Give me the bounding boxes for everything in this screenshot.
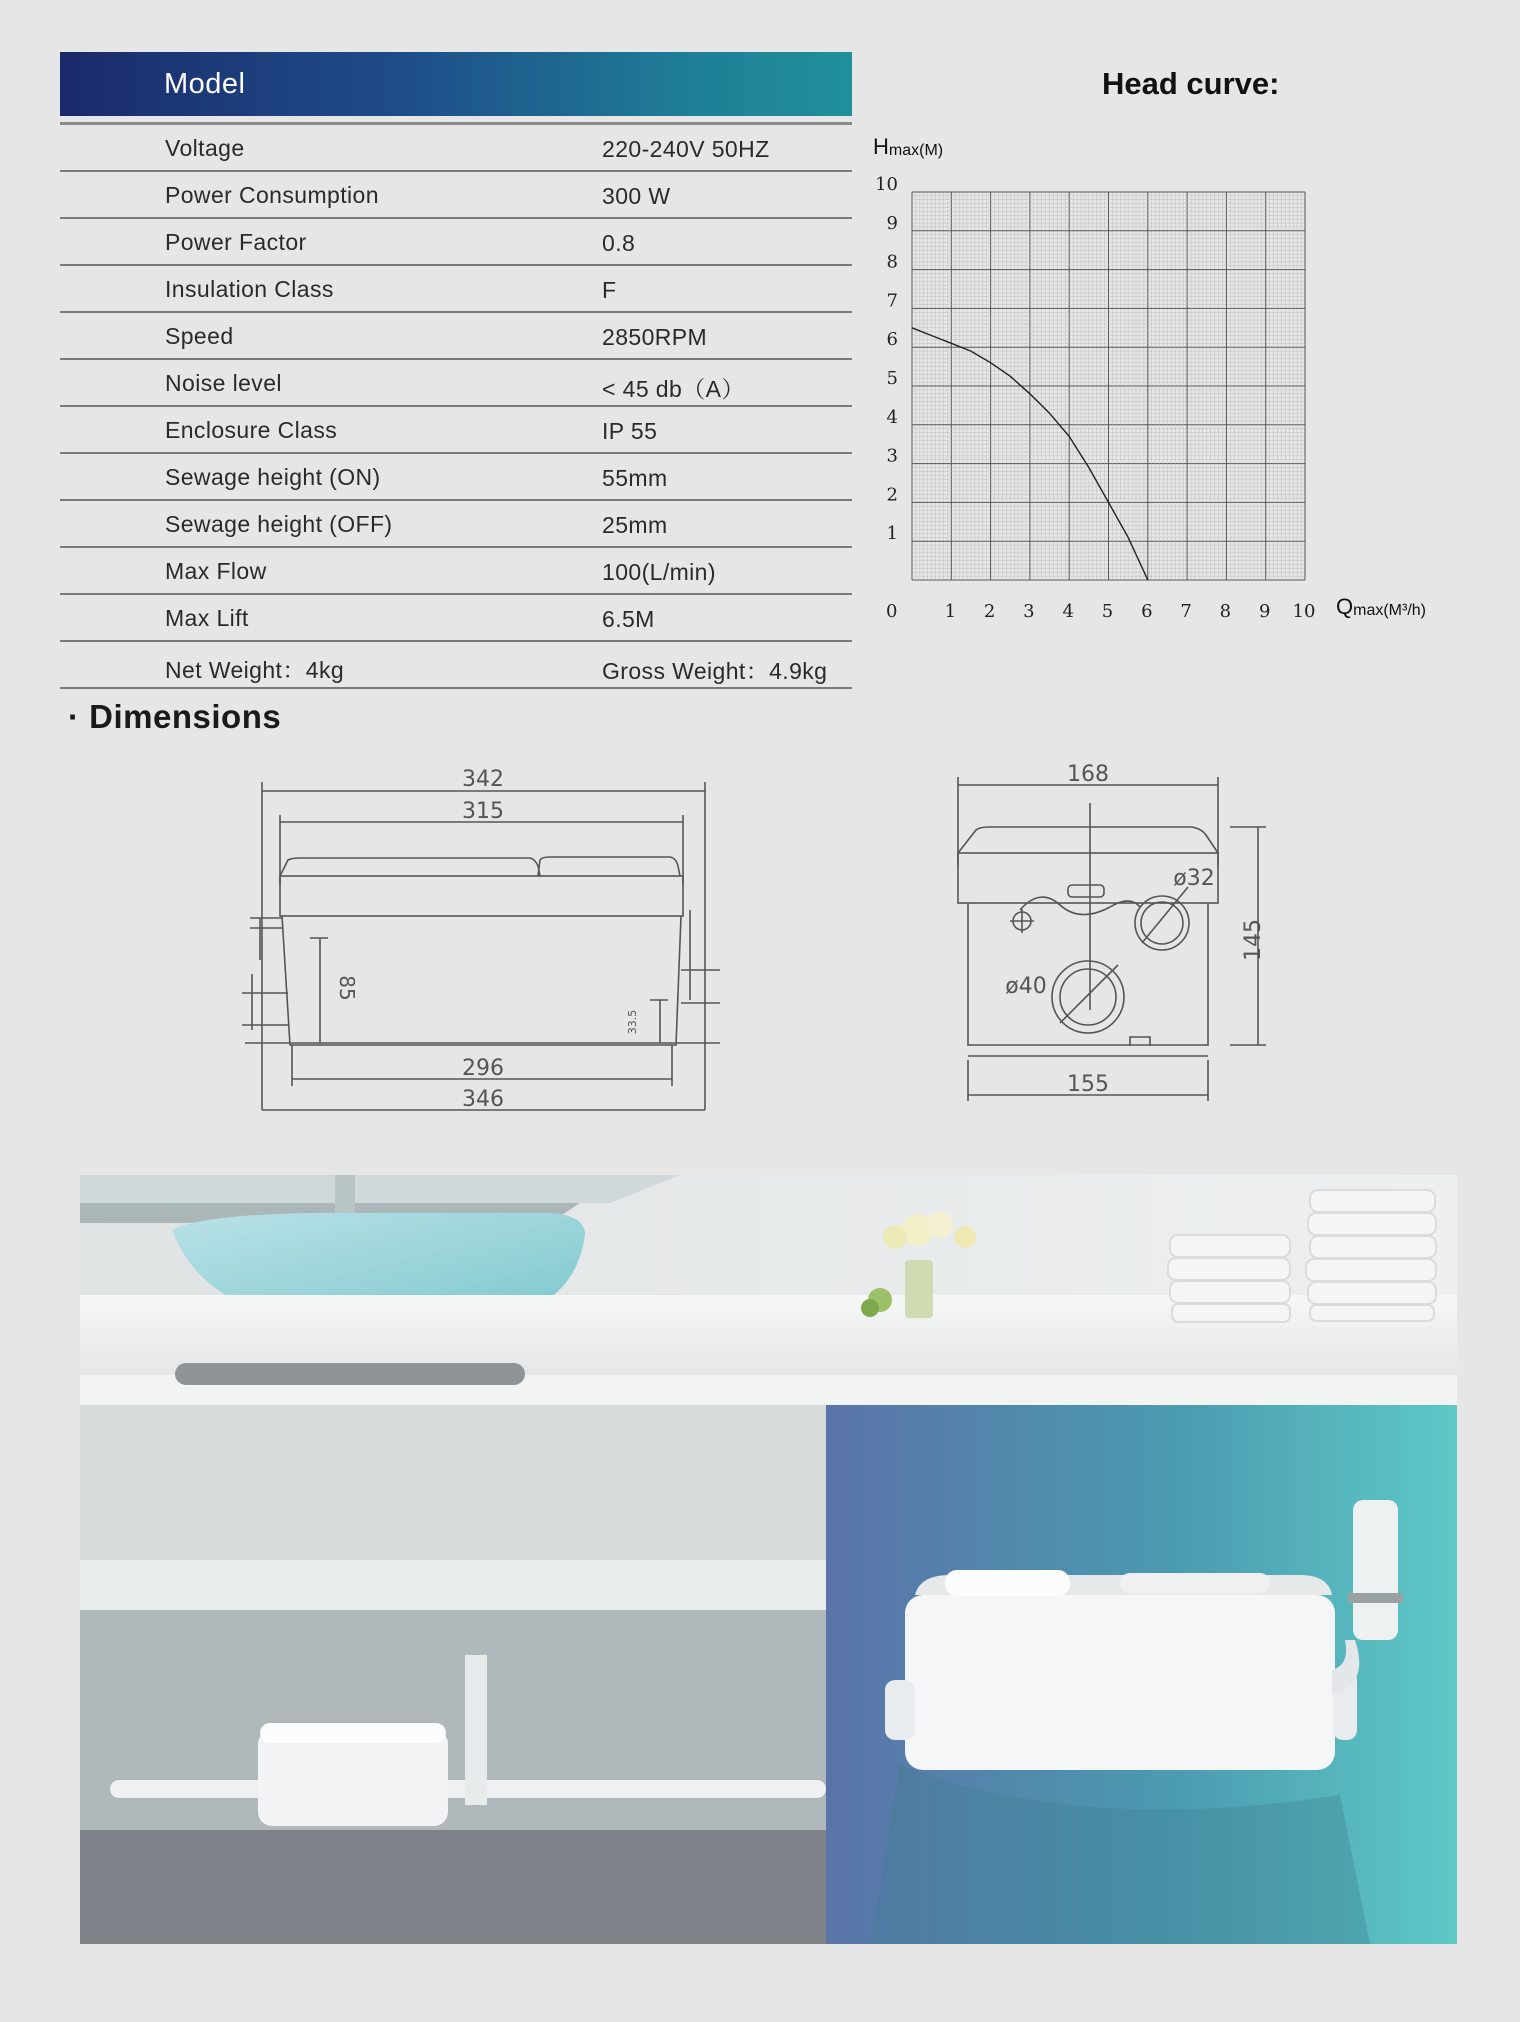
chart-ticks bbox=[875, 174, 1315, 622]
chart-grid bbox=[912, 192, 1305, 580]
head-curve-title: Head curve: bbox=[1102, 66, 1280, 101]
x-tick-label: 4 bbox=[1062, 601, 1074, 622]
head-curve-chart bbox=[860, 120, 1460, 640]
spec-row bbox=[60, 125, 852, 172]
spec-label: Max Lift bbox=[165, 605, 249, 631]
spec-label: Speed bbox=[165, 323, 234, 349]
dim-33-5: 33.5 bbox=[626, 1009, 639, 1035]
dim-315: 315 bbox=[462, 799, 504, 824]
spec-row bbox=[60, 219, 852, 266]
spec-label: Voltage bbox=[165, 135, 245, 161]
spec-header-label: Model bbox=[164, 67, 246, 100]
dim-155: 155 bbox=[1067, 1072, 1109, 1097]
y-tick-label: 5 bbox=[886, 368, 898, 389]
y-tick-label: 9 bbox=[886, 212, 898, 234]
spec-value: 220-240V 50HZ bbox=[602, 136, 770, 162]
spec-row bbox=[60, 172, 852, 219]
spec-value: Gross Weight：4.9kg bbox=[602, 658, 828, 684]
front-view-drawing bbox=[240, 760, 740, 1130]
y-tick-label: 7 bbox=[886, 290, 898, 312]
dim-145: 145 bbox=[1241, 919, 1266, 961]
spec-rows bbox=[60, 125, 852, 689]
dim-40: ø40 bbox=[1005, 974, 1047, 999]
side-view-drawing bbox=[940, 755, 1300, 1125]
spec-label: Power Factor bbox=[165, 229, 307, 255]
spec-label: Insulation Class bbox=[165, 276, 334, 302]
spec-value: 2850RPM bbox=[602, 324, 708, 350]
spec-row bbox=[60, 360, 852, 407]
spec-label: Enclosure Class bbox=[165, 417, 338, 443]
dim-342: 342 bbox=[462, 767, 504, 792]
spec-row bbox=[60, 548, 852, 595]
spec-label: Net Weight：4kg bbox=[165, 657, 345, 683]
spec-label: Noise level bbox=[165, 370, 282, 396]
x-tick-label: 9 bbox=[1258, 601, 1271, 622]
spec-row bbox=[60, 595, 852, 642]
y-tick-label: 4 bbox=[886, 406, 898, 428]
spec-row bbox=[60, 266, 852, 313]
y-tick-label: 2 bbox=[886, 484, 898, 506]
spec-value: IP 55 bbox=[602, 418, 658, 444]
spec-row bbox=[60, 642, 852, 689]
origin-label: 0 bbox=[886, 601, 898, 622]
y-tick-label: 8 bbox=[886, 251, 898, 273]
spec-value: F bbox=[602, 277, 617, 303]
spec-row bbox=[60, 454, 852, 501]
spec-row bbox=[60, 313, 852, 360]
spec-label: Max Flow bbox=[165, 558, 267, 584]
spec-row bbox=[60, 501, 852, 548]
y-tick-label: 3 bbox=[886, 445, 898, 467]
spec-table bbox=[60, 52, 852, 689]
x-tick-label: 7 bbox=[1180, 601, 1192, 622]
x-tick-label: 1 bbox=[944, 601, 957, 622]
y-axis-label: Hmax(M) bbox=[873, 134, 944, 159]
spec-row bbox=[60, 407, 852, 454]
spec-value: 55mm bbox=[602, 465, 668, 491]
product-photo-collage bbox=[80, 1175, 1457, 1944]
x-tick-label: 3 bbox=[1023, 601, 1035, 622]
x-tick-label: 10 bbox=[1292, 601, 1316, 622]
spec-value: 100(L/min) bbox=[602, 559, 716, 585]
y-tick-label: 6 bbox=[886, 329, 898, 351]
spec-label: Power Consumption bbox=[165, 182, 379, 208]
spec-label: Sewage height (ON) bbox=[165, 464, 381, 490]
spec-value: < 45 db（A） bbox=[602, 376, 745, 402]
y-tick-label: 10 bbox=[875, 174, 898, 195]
x-tick-label: 5 bbox=[1101, 601, 1114, 622]
spec-value: 25mm bbox=[602, 512, 668, 538]
dim-168: 168 bbox=[1067, 762, 1109, 787]
x-axis-label: Qmax(M³/h) bbox=[1336, 594, 1427, 619]
spec-table-header bbox=[60, 52, 852, 116]
dim-346: 346 bbox=[462, 1087, 504, 1112]
spec-value: 6.5M bbox=[602, 606, 655, 632]
spec-label: Sewage height (OFF) bbox=[165, 511, 393, 537]
spec-value: 0.8 bbox=[602, 230, 636, 256]
x-tick-label: 8 bbox=[1219, 601, 1232, 622]
y-tick-label: 1 bbox=[886, 523, 898, 545]
dim-296: 296 bbox=[462, 1056, 504, 1081]
x-tick-label: 2 bbox=[983, 601, 996, 622]
dim-85: 85 bbox=[335, 975, 359, 1001]
x-tick-label: 6 bbox=[1141, 601, 1153, 622]
dimensions-title: · Dimensions bbox=[68, 698, 282, 735]
spec-value: 300 W bbox=[602, 183, 671, 209]
dim-32: ø32 bbox=[1173, 866, 1215, 891]
